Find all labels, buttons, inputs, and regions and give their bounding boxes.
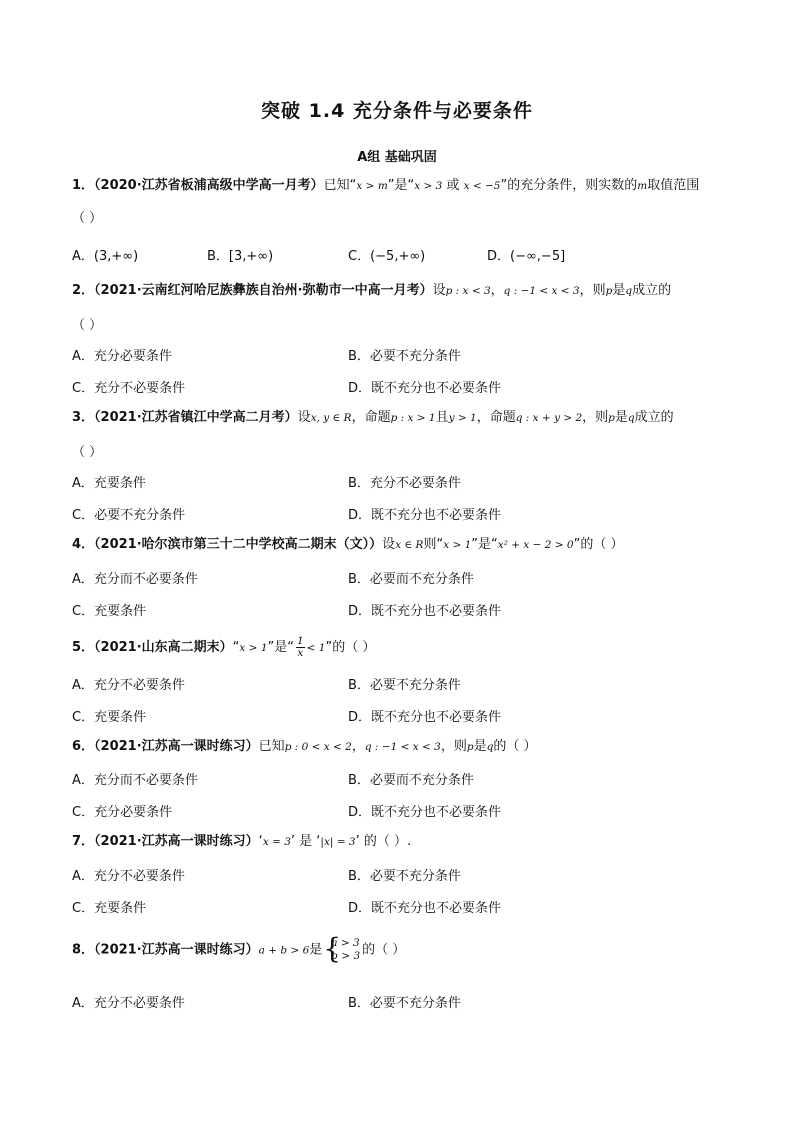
question-text: 已知 [258, 739, 285, 754]
question-text: 则“ [423, 537, 444, 552]
math-expr: < 1 [306, 642, 326, 654]
question-text: ，则 [582, 410, 609, 425]
question-source: （2021·江苏省镇江中学高二月考） [94, 410, 298, 425]
math-expr: a + b > 6 [258, 944, 310, 957]
question-text: ’ 是 ‘ [290, 834, 321, 849]
math-expr: p : 0 < x < 2 [284, 741, 352, 753]
question-text: 是 [473, 739, 487, 754]
math-expr: p [608, 412, 615, 424]
option-b: B．必要不充分条件 [348, 349, 461, 364]
option-b: B．充分不必要条件 [348, 476, 461, 491]
question-text: 或 [442, 178, 464, 193]
question-text: 成立的 [634, 410, 674, 425]
math-expr: p [466, 741, 474, 753]
equation-system [324, 937, 360, 963]
question-number: 8． [72, 942, 95, 958]
math-expr: q : −1 < x < 3 [503, 285, 580, 297]
math-expr: y > 1 [448, 412, 477, 424]
question-text: ”是“ [267, 640, 294, 655]
question-text: 取值范围 [647, 178, 700, 193]
option-a: A．充分不必要条件 [72, 678, 185, 693]
question-text: 且 [435, 410, 449, 425]
option-a: A．充分必要条件 [72, 349, 172, 364]
question-text: ， [490, 283, 504, 298]
question-7 [72, 833, 722, 851]
question-source: （2020·江苏省板浦高级中学高一月考） [94, 178, 324, 193]
question-text: “ [232, 640, 240, 655]
option-d: D．既不充分也不必要条件 [348, 381, 502, 396]
option-c: C．必要不充分条件 [72, 508, 186, 523]
fraction-numerator: 1 [296, 635, 304, 647]
question-3 [72, 409, 722, 427]
section-heading: A组 基础巩固 [357, 150, 437, 165]
question-number: 6． [72, 739, 95, 754]
option-b: B．必要不充分条件 [348, 996, 461, 1011]
question-text: 设 [297, 410, 311, 425]
question-text: 已知“ [323, 178, 357, 193]
option-b: B．[3,+∞) [207, 249, 274, 264]
question-number: 1． [72, 178, 95, 193]
question-4 [72, 536, 722, 554]
question-text: 是 [614, 410, 628, 425]
option-d: D．既不充分也不必要条件 [348, 604, 502, 619]
math-expr: |x| = 3 [320, 836, 356, 848]
question-source: （2021·江苏高一课时练习） [94, 834, 259, 849]
question-text: ’ 的（ ）. [355, 834, 412, 849]
question-number: 4． [72, 537, 95, 552]
question-6 [72, 738, 722, 756]
question-number: 2． [72, 283, 95, 298]
question-2 [72, 282, 722, 300]
question-text: ”是“ [471, 537, 498, 552]
question-number: 5． [72, 640, 95, 655]
question-text: ‘ [258, 834, 263, 849]
math-expr: x ∈ R [395, 539, 424, 551]
question-8 [72, 937, 722, 963]
math-expr: q [625, 285, 633, 297]
question-text: 设 [432, 283, 446, 298]
fraction-denominator: x [297, 647, 304, 659]
math-expr: x² + x − 2 > 0 [497, 539, 574, 551]
option-c: C．充要条件 [72, 710, 147, 725]
math-expr: q : x + y > 2 [515, 412, 583, 424]
option-c: C．充分必要条件 [72, 805, 173, 820]
option-a: A．(3,+∞) [72, 249, 139, 264]
question-text: 成立的 [632, 283, 672, 298]
question-text: 是 [612, 283, 626, 298]
question-5 [72, 636, 722, 659]
answer-blank: （ ） [72, 211, 103, 226]
question-text: ，则 [440, 739, 467, 754]
option-c: C．充要条件 [72, 901, 147, 916]
question-source: （2021·江苏高一课时练习） [94, 942, 259, 958]
system-line: { a > 3 [331, 937, 360, 949]
question-number: 3． [72, 410, 95, 425]
question-text: ，命题 [351, 410, 391, 425]
question-text: ，则 [579, 283, 606, 298]
question-number: 7． [72, 834, 95, 849]
system-line: b > 3 [331, 950, 361, 962]
option-d: D．既不充分也不必要条件 [348, 901, 502, 916]
option-a: A．充要条件 [72, 476, 146, 491]
answer-blank: （ ） [72, 445, 103, 460]
option-d: D．既不充分也不必要条件 [348, 805, 502, 820]
option-d: D．既不充分也不必要条件 [348, 508, 502, 523]
option-c: C．(−5,+∞) [348, 249, 426, 264]
question-text: 的（ ） [362, 942, 406, 958]
fraction [296, 636, 305, 659]
math-expr: m [637, 180, 648, 192]
question-text: ”的（ ） [573, 537, 624, 552]
option-a: A．充分而不必要条件 [72, 773, 198, 788]
option-a: A．充分不必要条件 [72, 869, 185, 884]
answer-blank: （ ） [72, 318, 103, 333]
question-1 [72, 177, 722, 195]
question-source: （2021·江苏高一课时练习） [94, 739, 259, 754]
math-expr: q [486, 741, 494, 753]
option-c: C．充要条件 [72, 604, 147, 619]
option-a: A．充分不必要条件 [72, 996, 185, 1011]
math-expr: q : −1 < x < 3 [364, 741, 441, 753]
question-text: 的（ ） [493, 739, 537, 754]
math-expr: x > 3 [414, 180, 443, 192]
question-text: ，命题 [476, 410, 516, 425]
question-source: （2021·云南红河哈尼族彝族自治州·弥勒市一中高一月考） [94, 283, 433, 298]
math-expr: p : x > 1 [390, 412, 436, 424]
math-expr: p [605, 285, 613, 297]
math-expr: x > 1 [239, 642, 268, 654]
math-expr: q [627, 412, 635, 424]
option-d: D．既不充分也不必要条件 [348, 710, 502, 725]
question-text: ， [351, 739, 365, 754]
option-c: C．充分不必要条件 [72, 381, 186, 396]
option-b: B．必要而不充分条件 [348, 572, 474, 587]
option-b: B．必要而不充分条件 [348, 773, 474, 788]
math-expr: x > m [356, 180, 388, 192]
option-b: B．必要不充分条件 [348, 869, 461, 884]
option-a: A．充分而不必要条件 [72, 572, 198, 587]
question-text: ”是“ [387, 178, 415, 193]
math-expr: p : x < 3 [445, 285, 491, 297]
option-d: D．(−∞,−5] [487, 249, 566, 264]
option-b: B．必要不充分条件 [348, 678, 461, 693]
math-expr: x = 3 [262, 836, 291, 848]
question-source: （2021·山东高二期末） [94, 640, 233, 655]
question-text: ”的（ ） [325, 640, 376, 655]
math-expr: x < −5 [463, 180, 501, 192]
question-text: 设 [382, 537, 396, 552]
math-expr: x > 1 [443, 539, 472, 551]
math-expr: x, y ∈ R [310, 412, 352, 424]
question-text: ”的充分条件，则实数的 [500, 178, 638, 193]
page-title: 突破 1.4 充分条件与必要条件 [261, 100, 533, 122]
question-text: 是 [309, 942, 323, 958]
question-source: （2021·哈尔滨市第三十二中学校高二期末（文）） [94, 537, 383, 552]
